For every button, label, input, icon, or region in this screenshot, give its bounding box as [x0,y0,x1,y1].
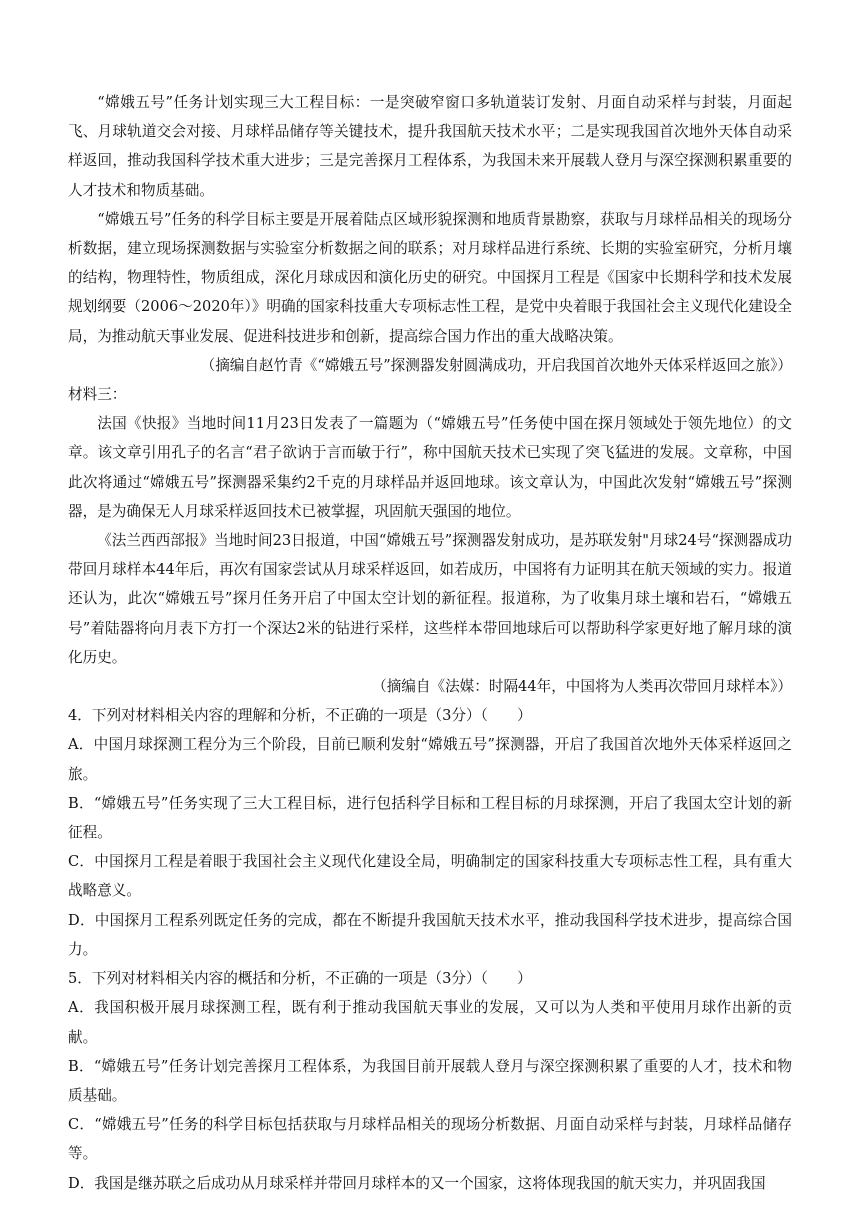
question-4-option-a: A．中国月球探测工程分为三个阶段，目前已顺利发射“嫦娥五号”探测器，开启了我国首次地外天体采样返回之旅。 [68,736,792,783]
paragraph-mission-goals: “嫦娥五号”任务计划实现三大工程目标：一是突破窄窗口多轨道装订发射、月面自动采样与封装，月面起飞、月球轨道交会对接、月球样品储存等关键技术，提升我国航天技术水平；二是实现我国首次地外天体自动采样返回，推动我国科学技术重大进步；三是完善探月工程体系，为我国未来开展载人登月与深空探测积累重要的人才技术和物质基础。 [68,94,792,199]
question-5 [68,964,792,1198]
paragraph-ouest-france: 《法兰西西部报》当地时间23日报道，中国“嫦娥五号”探测器发射成功，是苏联发射"月球24号“探测器成功带回月球样本44年后，再次有国家尝试从月球采样返回，如若成历，中国将有力证明其在航天领域的实力。报道还认为，此次“嫦娥五号”探月任务开启了中国太空计划的新征程。报道称，为了收集月球土壤和岩石，“嫦娥五号”着陆器将向月表下方打一个深达2米的钻进行采样，这些样本带回地球后可以帮助科学家更好地了解月球的演化历史。 [68,532,792,666]
source-citation-2: （摘编自《法媒：时隔44年，中国将为人类再次带回月球样本》） [372,678,792,696]
paragraph-lexpress: 法国《快报》当地时间11月23日发表了一篇题为（“嫦娥五号”任务使中国在探月领域处于领先地位）的文章。该文章引用孔子的名言“君子欲讷于言而敏于行”，称中国航天技术已实现了突飞猛进的发展。文章称，中国此次将通过“嫦娥五号”探测器采集约2千克的月球样品并返回地球。该文章认为，中国此次发射“嫦娥五号”探测器，是为确保无人月球采样返回技术已被掌握，巩固航天强国的地位。 [68,415,792,520]
question-4-option-c: C．中国探月工程是着眼于我国社会主义现代化建设全局，明确制定的国家科技重大专项标志性工程，具有重大战略意义。 [68,853,792,900]
question-4-option-d: D．中国探月工程系列既定任务的完成，都在不断提升我国航天技术水平，推动我国科学技术进步，提高综合国力。 [68,911,792,958]
question-4-stem: 4．下列对材料相关内容的理解和分析，不正确的一项是（3分）（ ） [68,707,532,725]
source-citation-1: （摘编自赵竹青《“嫦娥五号”探测器发射圆满成功，开启我国首次地外天体采样返回之旅》） [200,356,792,374]
question-4 [68,701,792,964]
question-5-option-c: C．“嫦娥五号”任务的科学目标包括获取与月球样品相关的现场分析数据、月面自动采样与封装，月球样品储存等。 [68,1116,792,1163]
document-page [68,88,792,1198]
question-5-option-a: A．我国积极开展月球探测工程，既有利于推动我国航天事业的发展，又可以为人类和平使用月球作出新的贡献。 [68,999,792,1046]
material-three-heading: 材料三： [68,386,127,404]
question-4-option-b: B．“嫦娥五号”任务实现了三大工程目标，进行包括科学目标和工程目标的月球探测，开启了我国太空计划的新征程。 [68,794,792,842]
question-5-option-d: D．我国是继苏联之后成功从月球采样并带回月球样本的又一个国家，这将体现我国的航天实力，并巩固我国 [68,1174,766,1192]
question-5-option-b: B．“嫦娥五号”任务计划完善探月工程体系，为我国目前开展载人登月与深空探测积累了重要的人才，技术和物质基础。 [68,1057,792,1104]
question-5-stem: 5．下列对材料相关内容的概括和分析，不正确的一项是（3分）（ ） [68,970,532,988]
paragraph-science-goals: “嫦娥五号”任务的科学目标主要是开展着陆点区域形貌探测和地质背景勘察，获取与月球样品相关的现场分析数据，建立现场探测数据与实验室分析数据之间的联系；对月球样品进行系统、长期的实验室研究，分析月壤的结构，物理特性，物质组成，深化月球成因和演化历史的研究。中国探月工程是《国家中长期科学和技术发展规划纲要（2006～2020年）》明确的国家科技重大专项标志性工程，是党中央着眼于我国社会主义现代化建设全局，为推动航天事业发展、促进科技进步和创新，提高综合国力作出的重大战略决策。 [68,210,792,345]
